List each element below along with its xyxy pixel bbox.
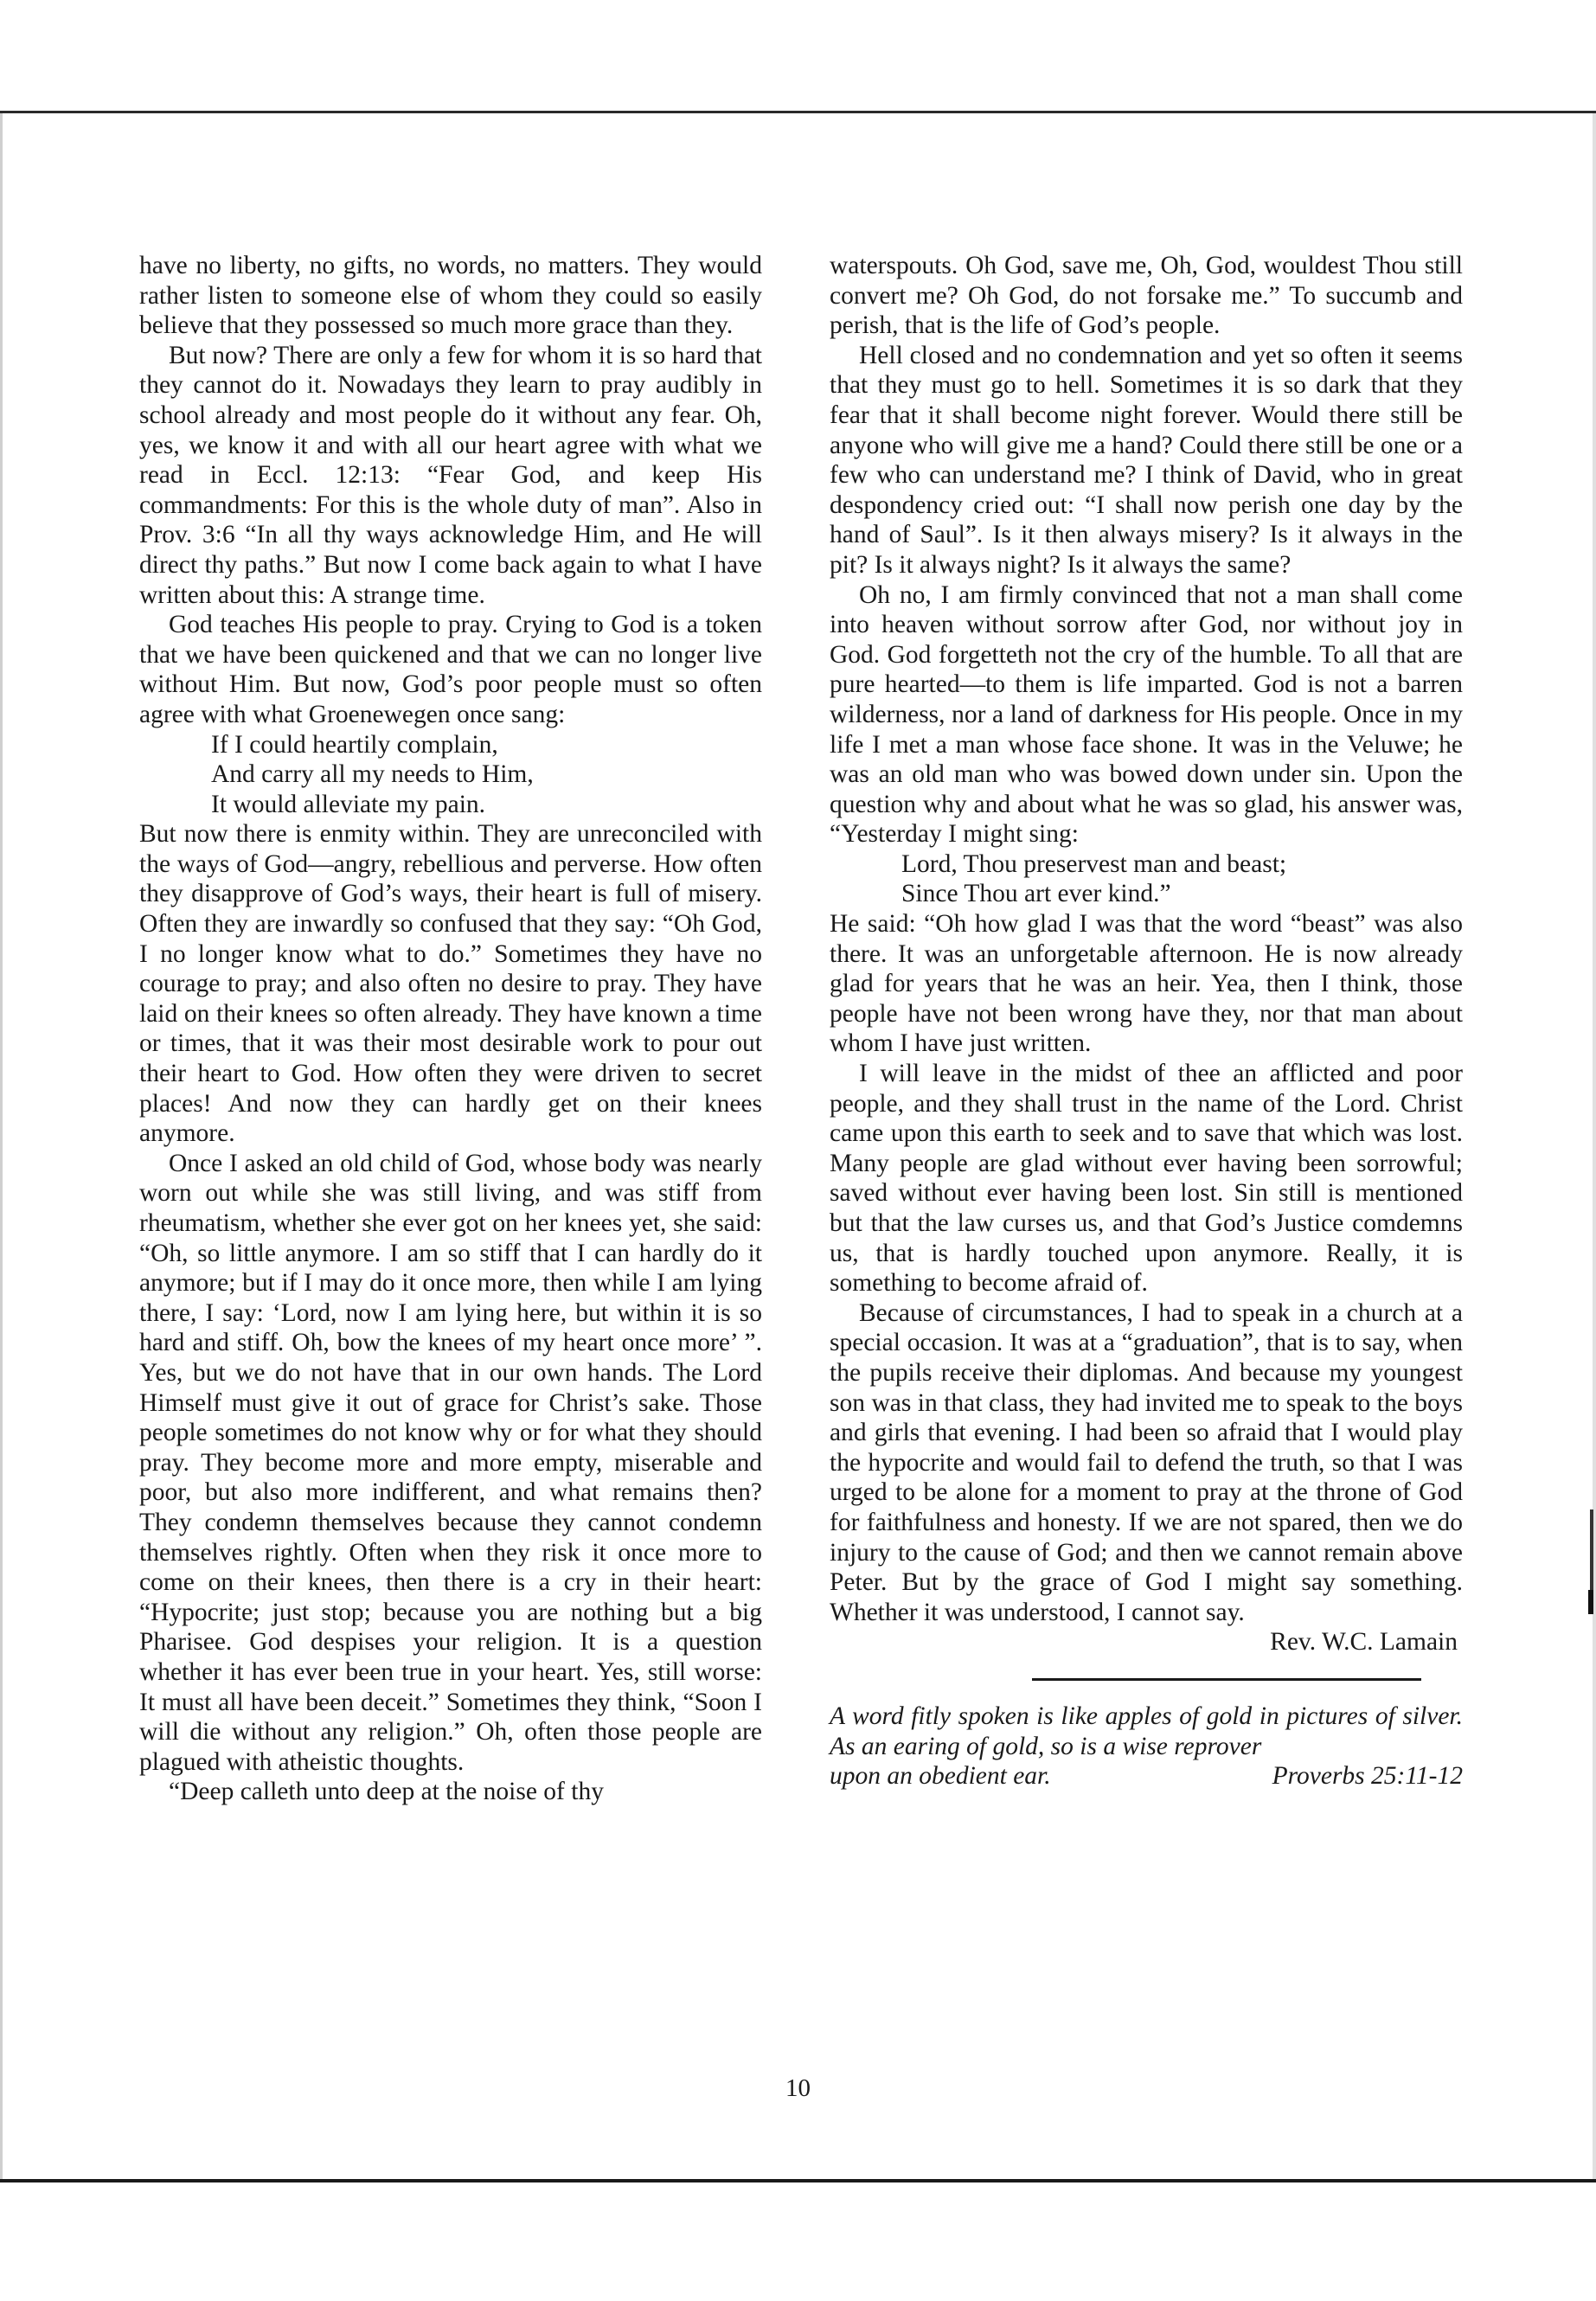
page-right-edge bbox=[1593, 113, 1596, 2179]
poem-line: Since Thou art ever kind.” bbox=[901, 880, 1171, 908]
quote-text: A word fitly spoken is like apples of gold in pictures of silver. As an earing of gold, so is a wise reprover bbox=[830, 1702, 1463, 1760]
poem-stanza bbox=[901, 849, 1463, 909]
poem-line: If I could heartily complain, bbox=[211, 730, 498, 759]
paragraph: Oh no, I am firmly convinced that not a man shall come into heaven without sorrow after God, nor without joy in God. God forgetteth not the cry of the humble. To all that are pure hearted—to them is life imparted. God is not a barren wilderness, nor a land of darkness for His people. Once in my life I met a man whose face shone. It was in the Veluwe; he was an old man who was bowed down under sin. Upon the question why and about what he was so glad, his answer was, “Yesterday I might sing: bbox=[830, 580, 1463, 849]
quote-reference: Proverbs 25:11-12 bbox=[1272, 1762, 1463, 1791]
page-left-edge bbox=[0, 113, 3, 2179]
divider-rule bbox=[1032, 1678, 1421, 1681]
paragraph: Once I asked an old child of God, whose body was nearly worn out while she was still living, and was stiff from rheumatism, whether she ever got on her knees yet, she said: “Oh, so little anymore. I am so stiff that I can hardly do it anymore; but if I may do it once more, then while I am lying there, I say: ‘Lord, now I am lying here, but within it is so hard and stiff. Oh, bow the knees of my heart once more’ ”. Yes, but we do not have that in our own hands. The Lord Himself must give it out of grace for Christ’s sake. Those people sometimes do not know why or for what they should pray. They become more and more empty, miserable and poor, but also more indifferent, and what remains then? They condemn themselves because they cannot condemn themselves rightly. Often when they risk it once more to come on their knees, then there is a cry in their heart: “Hypocrite; just stop; because you are nothing but a big Pharisee. God despises your religion. It is a question whether it has ever been true in your heart. Yes, still worse: It must all have been deceit.” Sometimes they think, “Soon I will die without any religion.” Oh, often those people are plagued with atheistic thoughts. bbox=[139, 1149, 762, 1776]
paragraph: Hell closed and no condemnation and yet so often it seems that they must go to hell. Sometimes it is so dark that they fear that it shall become night forever. Would there still be anyone who will give me a hand? Could there still be one or a few who can understand me? I think of David, who in great despondency cried out: “I shall now perish one day by the hand of Saul”. Is it then always misery? Is it always in the pit? Is it always night? Is it always the same? bbox=[830, 341, 1463, 579]
paragraph: have no liberty, no gifts, no words, no matters. They would rather listen to someone else of whom they could so easily believe that they possessed so much more grace than they. bbox=[139, 252, 762, 340]
poem-line: Lord, Thou preservest man and beast; bbox=[901, 849, 1287, 878]
scan-mark bbox=[1588, 1590, 1593, 1614]
scripture-quote bbox=[830, 1702, 1463, 1791]
poem-line: It would alleviate my pain. bbox=[211, 790, 486, 818]
paragraph: I will leave in the midst of thee an afflicted and poor people, and they shall trust in the name of the Lord. Christ came upon this earth to seek and to save that which was lost. Many people are glad without ever having been sorrowful; saved without ever having been lost. Sin still is mentioned but that the law curses us, and that God’s Justice comdemns us, that is hardly touched upon anymore. Really, it is something to become afraid of. bbox=[830, 1060, 1463, 1298]
left-column bbox=[139, 251, 762, 1807]
author-signature: Rev. W.C. Lamain bbox=[1270, 1628, 1458, 1657]
paragraph: waterspouts. Oh God, save me, Oh, God, wouldest Thou still convert me? Oh God, do not forsake me.” To succumb and perish, that is the life of God’s people. bbox=[830, 252, 1463, 340]
right-column bbox=[830, 251, 1463, 1791]
poem-line: And carry all my needs to Him, bbox=[211, 760, 534, 789]
page-number: 10 bbox=[785, 2074, 811, 2102]
page-bottom-edge bbox=[0, 2179, 1596, 2182]
poem-stanza bbox=[211, 730, 762, 820]
page-top-edge bbox=[0, 111, 1596, 113]
paragraph: Because of circumstances, I had to speak in a church at a special occasion. It was at a “graduation”, that is to say, when the pupils receive their diplomas. And because my youngest son was in that class, they had invited me to speak to the boys and girls that evening. I had been so afraid that I would play the hypocrite and would fail to defend the truth, so that I was urged to be alone for a moment to pray at the throne of God for faithfulness and honesty. If we are not spared, then we do injury to the cause of God; and then we cannot remain above Peter. But by the grace of God I might say something. Whether it was understood, I cannot say. bbox=[830, 1298, 1463, 1626]
quote-text-end: upon an obedient ear. bbox=[830, 1762, 1051, 1791]
paragraph: But now there is enmity within. They are unreconciled with the ways of God—angry, rebellious and perverse. How often they disapprove of God’s ways, their heart is full of misery. Often they are inwardly so confused that they say: “Oh God, I no longer know what to do.” Sometimes they have no courage to pray; and also often no desire to pray. They have laid on their knees so often already. They have known a time or times, that it was their most desirable work to pour out their heart to God. How often they were driven to secret places! And now they can hardly get on their knees anymore. bbox=[139, 820, 762, 1148]
paragraph: God teaches His people to pray. Crying to God is a token that we have been quickened and that we can no longer live without Him. But now, God’s poor people must so often agree with what Groenewegen once sang: bbox=[139, 611, 762, 728]
paragraph: “Deep calleth unto deep at the noise of thy bbox=[169, 1778, 604, 1806]
paragraph: He said: “Oh how glad I was that the word “beast” was also there. It was an unforgetable afternoon. He is now already glad for years that he was an heir. Yea, then I think, those people have not been wrong have they, nor that man about whom I have just written. bbox=[830, 910, 1463, 1058]
paragraph: But now? There are only a few for whom it is so hard that they cannot do it. Nowadays they learn to pray audibly in school already and most people do it without any fear. Oh, yes, we know it and with all our heart agree with what we read in Eccl. 12:13: “Fear God, and keep His commandments: For this is the whole duty of man”. Also in Prov. 3:6 “In all thy ways acknowledge Him, and He will direct thy paths.” But now I come back again to what I have written about this: A strange time. bbox=[139, 341, 762, 609]
